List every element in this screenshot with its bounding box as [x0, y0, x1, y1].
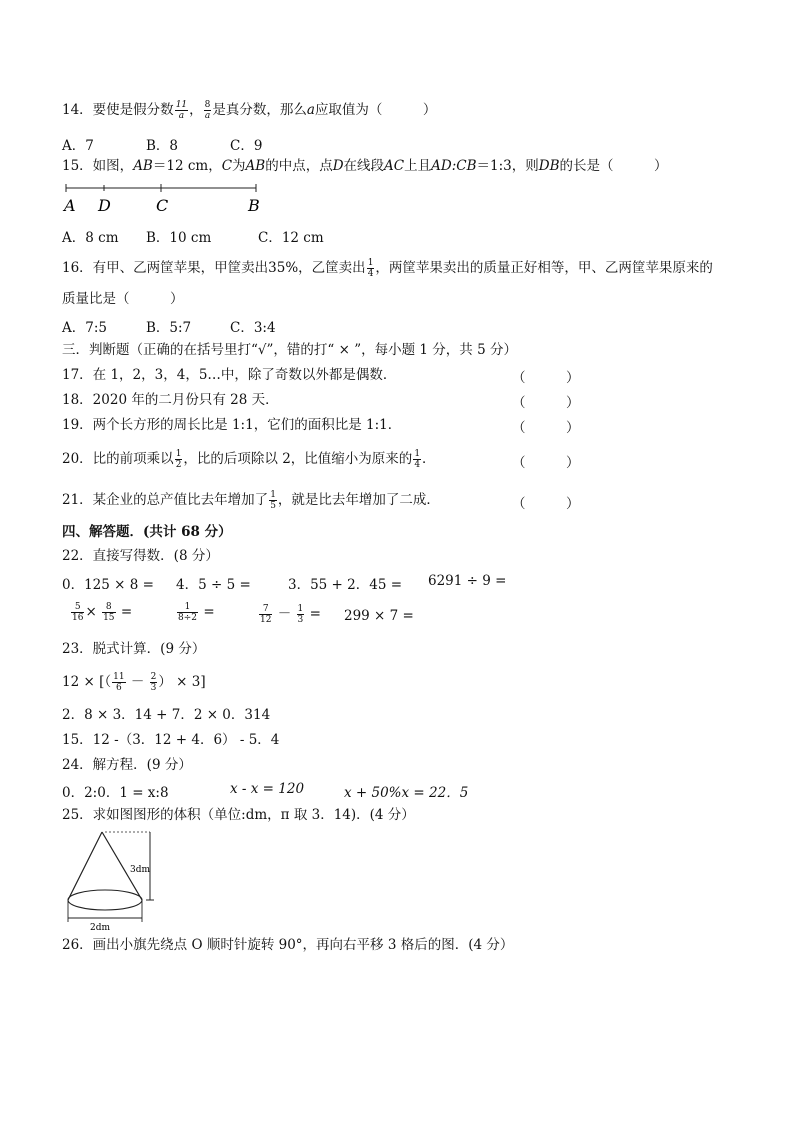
section-4-heading: 四、解答题．(共计 68 分）	[62, 524, 232, 540]
cone-base-ellipse	[68, 890, 142, 910]
q23-title: 23．脱式计算．(9 分）	[62, 641, 206, 657]
base-label: 2dm	[90, 923, 111, 932]
q24-equation-1: 0．2:0．1 = x:8	[62, 785, 169, 801]
q24-equation-3: x + 50%x = 22．5	[344, 785, 469, 801]
q14-option-b: B．8	[146, 138, 179, 154]
q16-option-a: A．7:5	[62, 320, 107, 336]
q16-fraction: $\frac{1}{4}$	[367, 258, 374, 279]
q22-item-8: 299 × 7 =	[344, 608, 414, 624]
q23-expr-1: 12 × [（ $\frac{11}{6}$ － $\frac{2}{3}$ ） × 3]	[62, 672, 206, 693]
q23-expr-2: 2．8 × 3．14 + 7．2 × 0．314	[62, 707, 271, 723]
q15-option-b: B．10 cm	[146, 230, 212, 246]
q22-item-1: 0．125 × 8 =	[62, 577, 154, 593]
q22-item-7: $\frac{7}{12}$ － $\frac{1}{3}$ =	[260, 604, 321, 625]
q20-fraction-2: $\frac{1}{4}$	[414, 449, 421, 470]
q17-answer-paren[interactable]: （ ）	[512, 370, 580, 386]
q20-answer-paren[interactable]: （ ）	[512, 455, 580, 471]
q14-option-c: C．9	[230, 138, 263, 154]
q22-item-6: $\frac{1}{8\div 2}$ =	[178, 602, 215, 623]
q22-item-4: 6291 ÷ 9 =	[428, 573, 507, 589]
q16-stem-line2: 质量比是（ ）	[62, 291, 184, 307]
q14-fraction-1: $\frac{11}{a}$	[175, 100, 188, 121]
q23-expr-3: 15．12 -（3．12 + 4．6） - 5．4	[62, 732, 280, 748]
q26-title: 26．画出小旗先绕点 O 顺时针旋转 90°，再向右平移 3 格后的图．(4 分）	[62, 937, 514, 953]
q24-title: 24．解方程．(9 分）	[62, 757, 192, 773]
label-d: D	[98, 196, 111, 215]
q21-answer-paren[interactable]: （ ）	[512, 496, 580, 512]
q22-item-3: 3．55 + 2．45 =	[288, 577, 403, 593]
q22-item-5: $\frac{5}{16}$ × $\frac{8}{15}$ =	[72, 602, 133, 623]
q22-item-2: 4．5 ÷ 5 =	[176, 577, 251, 593]
q16-stem-line1: 16．有甲、乙两筐苹果，甲筐卖出35%，乙筐卖出 $\frac{1}{4}$ ，两筐苹果卖出的质量正好相等，甲、乙两筐苹果原来的	[62, 258, 713, 279]
q20-fraction-1: $\frac{1}{2}$	[175, 449, 182, 470]
q14-stem: 14．要使是假分数 $\frac{11}{a}$ ， $\frac{8}{a}$ 是真分数，那么a应取值为（ ）	[62, 100, 437, 121]
q14-fraction-2: $\frac{8}{a}$	[204, 100, 211, 121]
label-a: A	[64, 196, 76, 215]
q15-option-a: A．8 cm	[62, 230, 119, 246]
q21-fraction: $\frac{1}{5}$	[270, 490, 276, 511]
q25-title: 25．求如图图形的体积（单位:dm，π 取 3．14)．(4 分）	[62, 807, 415, 823]
height-label: 3dm	[130, 865, 151, 875]
q24-equation-2: x - x = 120	[230, 781, 305, 797]
q17-text: 17．在 1，2，3，4，5…中，除了奇数以外都是偶数．	[62, 367, 397, 383]
q18-text: 18．2020 年的二月份只有 28 天．	[62, 392, 279, 408]
q15-stem: 15．如图，AB＝12 cm，C为AB的中点，点D在线段AC上且AD:CB＝1:3，则DB的长是（ ）	[62, 158, 668, 174]
label-b: B	[248, 196, 260, 215]
cone-figure	[60, 828, 160, 932]
q21-text: 21．某企业的总产值比去年增加了 $\frac{1}{5}$ ，就是比去年增加了二成．	[62, 490, 440, 511]
q15-option-c: C．12 cm	[258, 230, 324, 246]
q16-option-c: C．3:4	[230, 320, 276, 336]
label-c: C	[156, 196, 169, 215]
q20-text: 20．比的前项乘以 $\frac{1}{2}$ ，比的后项除以 2，比值缩小为原来的 $\frac{1}{4}$ ．	[62, 449, 436, 470]
q22-title: 22．直接写得数．(8 分）	[62, 548, 219, 564]
q19-text: 19．两个长方形的周长比是 1:1，它们的面积比是 1:1．	[62, 417, 402, 433]
q16-option-b: B．5:7	[146, 320, 192, 336]
q19-answer-paren[interactable]: （ ）	[512, 420, 580, 436]
section-3-heading: 三．判断题（正确的在括号里打“√”，错的打“ × ”，每小题 1 分，共 5 分）	[62, 342, 517, 358]
q14-option-a: A．7	[62, 138, 94, 154]
q15-line-segment-figure	[60, 180, 280, 216]
q18-answer-paren[interactable]: （ ）	[512, 395, 580, 411]
